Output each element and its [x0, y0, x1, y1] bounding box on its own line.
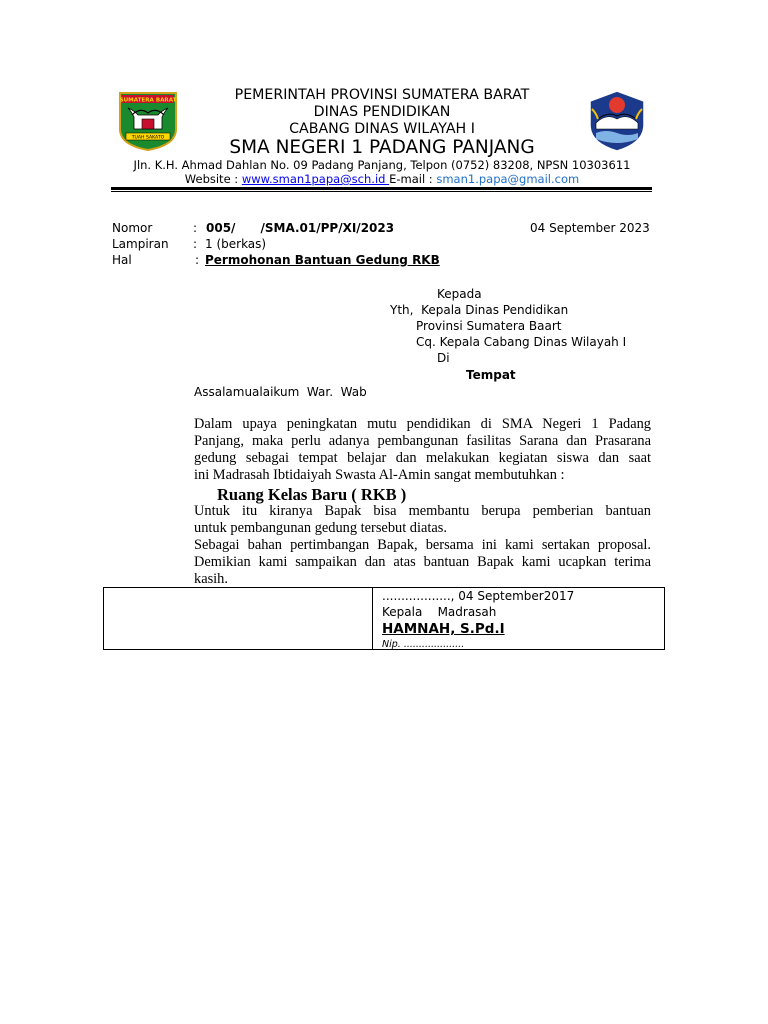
hal-label: Hal	[112, 253, 132, 267]
body-paragraph-2	[194, 503, 651, 588]
body-line: ini Madrasah Ibtidaiyah Swasta Al-Amin sangat membutuhkan :	[194, 467, 565, 483]
letterhead-office: DINAS PENDIDIKAN	[313, 104, 451, 120]
letterhead-rule-thin	[111, 191, 652, 192]
body-line: Panjang, maka perlu adanya pembangunan fasilitas Sarana dan Prasarana	[194, 433, 651, 449]
recipient-di: Di	[437, 351, 450, 365]
hal-sep: :	[195, 253, 200, 267]
hal-value: Permohonan Bantuan Gedung RKB	[205, 253, 440, 267]
body-line: Sebagai bahan pertimbangan Bapak, bersama ini kami sertakan proposal.	[194, 537, 651, 553]
letter-date: 04 September 2023	[530, 221, 650, 235]
signature-place-date: .................., 04 September2017	[382, 589, 575, 603]
signature-table	[103, 587, 665, 650]
recipient-yth: Yth, Kepala Dinas Pendidikan	[390, 303, 569, 317]
recipient-cq: Cq. Kepala Cabang Dinas Wilayah I	[416, 335, 627, 349]
website-label: Website :	[184, 172, 242, 186]
website-link[interactable]: www.sman1papa@sch.id	[241, 172, 390, 186]
rkb-highlight: Ruang Kelas Baru ( RKB )	[217, 485, 407, 504]
email-link[interactable]: sman1.papa@gmail.com	[436, 172, 580, 186]
recipient-tempat: Tempat	[466, 368, 516, 382]
lampiran-sep: :	[193, 237, 198, 251]
body-paragraph-1	[194, 416, 651, 484]
nomor-sep: :	[193, 221, 198, 235]
letterhead-branch: CABANG DINAS WILAYAH I	[289, 121, 475, 137]
letterhead-contact	[120, 172, 644, 186]
signature-name: HAMNAH, S.Pd.I	[382, 621, 505, 637]
body-line: untuk pembangunan gedung tersebut diatas.	[194, 520, 447, 536]
body-line: Demikian kami sampaikan dan atas bantuan Bapak kami ucapkan terima	[194, 554, 651, 570]
body-line: Dalam upaya peningkatan mutu pendidikan di SMA Negeri 1 Padang	[194, 416, 651, 432]
recipient-province: Provinsi Sumatera Baart	[416, 319, 562, 333]
recipient-kepada: Kepada	[437, 287, 482, 301]
body-line: kasih.	[194, 571, 228, 587]
nomor-value: 005/ /SMA.01/PP/XI/2023	[206, 221, 395, 235]
signature-title: Kepala Madrasah	[382, 605, 497, 619]
letterhead-school: SMA NEGERI 1 PADANG PANJANG	[229, 137, 535, 158]
greeting: Assalamualaikum War. Wab	[194, 385, 367, 399]
email-label: E-mail :	[389, 172, 437, 186]
svg-text:TUAH SAKATO: TUAH SAKATO	[131, 135, 165, 141]
letterhead-rule-thick	[111, 187, 652, 190]
body-line: gedung sebagai tempat belajar dan melakukan kegiatan siswa dan saat	[194, 450, 651, 466]
lampiran-label: Lampiran	[112, 237, 169, 251]
lampiran-value: 1 (berkas)	[205, 237, 267, 251]
nomor-label: Nomor	[112, 221, 153, 235]
svg-text:SUMATERA BARAT: SUMATERA BARAT	[119, 97, 177, 104]
body-line: Untuk itu kiranya Bapak bisa membantu berupa pemberian bantuan	[194, 503, 651, 519]
signature-nip: Nip. ....................	[382, 639, 465, 650]
letterhead-address: Jln. K.H. Ahmad Dahlan No. 09 Padang Panjang, Telpon (0752) 83208, NPSN 10303611	[133, 158, 631, 172]
signature-table-divider	[372, 588, 373, 649]
letterhead-province: PEMERINTAH PROVINSI SUMATERA BARAT	[234, 87, 530, 103]
